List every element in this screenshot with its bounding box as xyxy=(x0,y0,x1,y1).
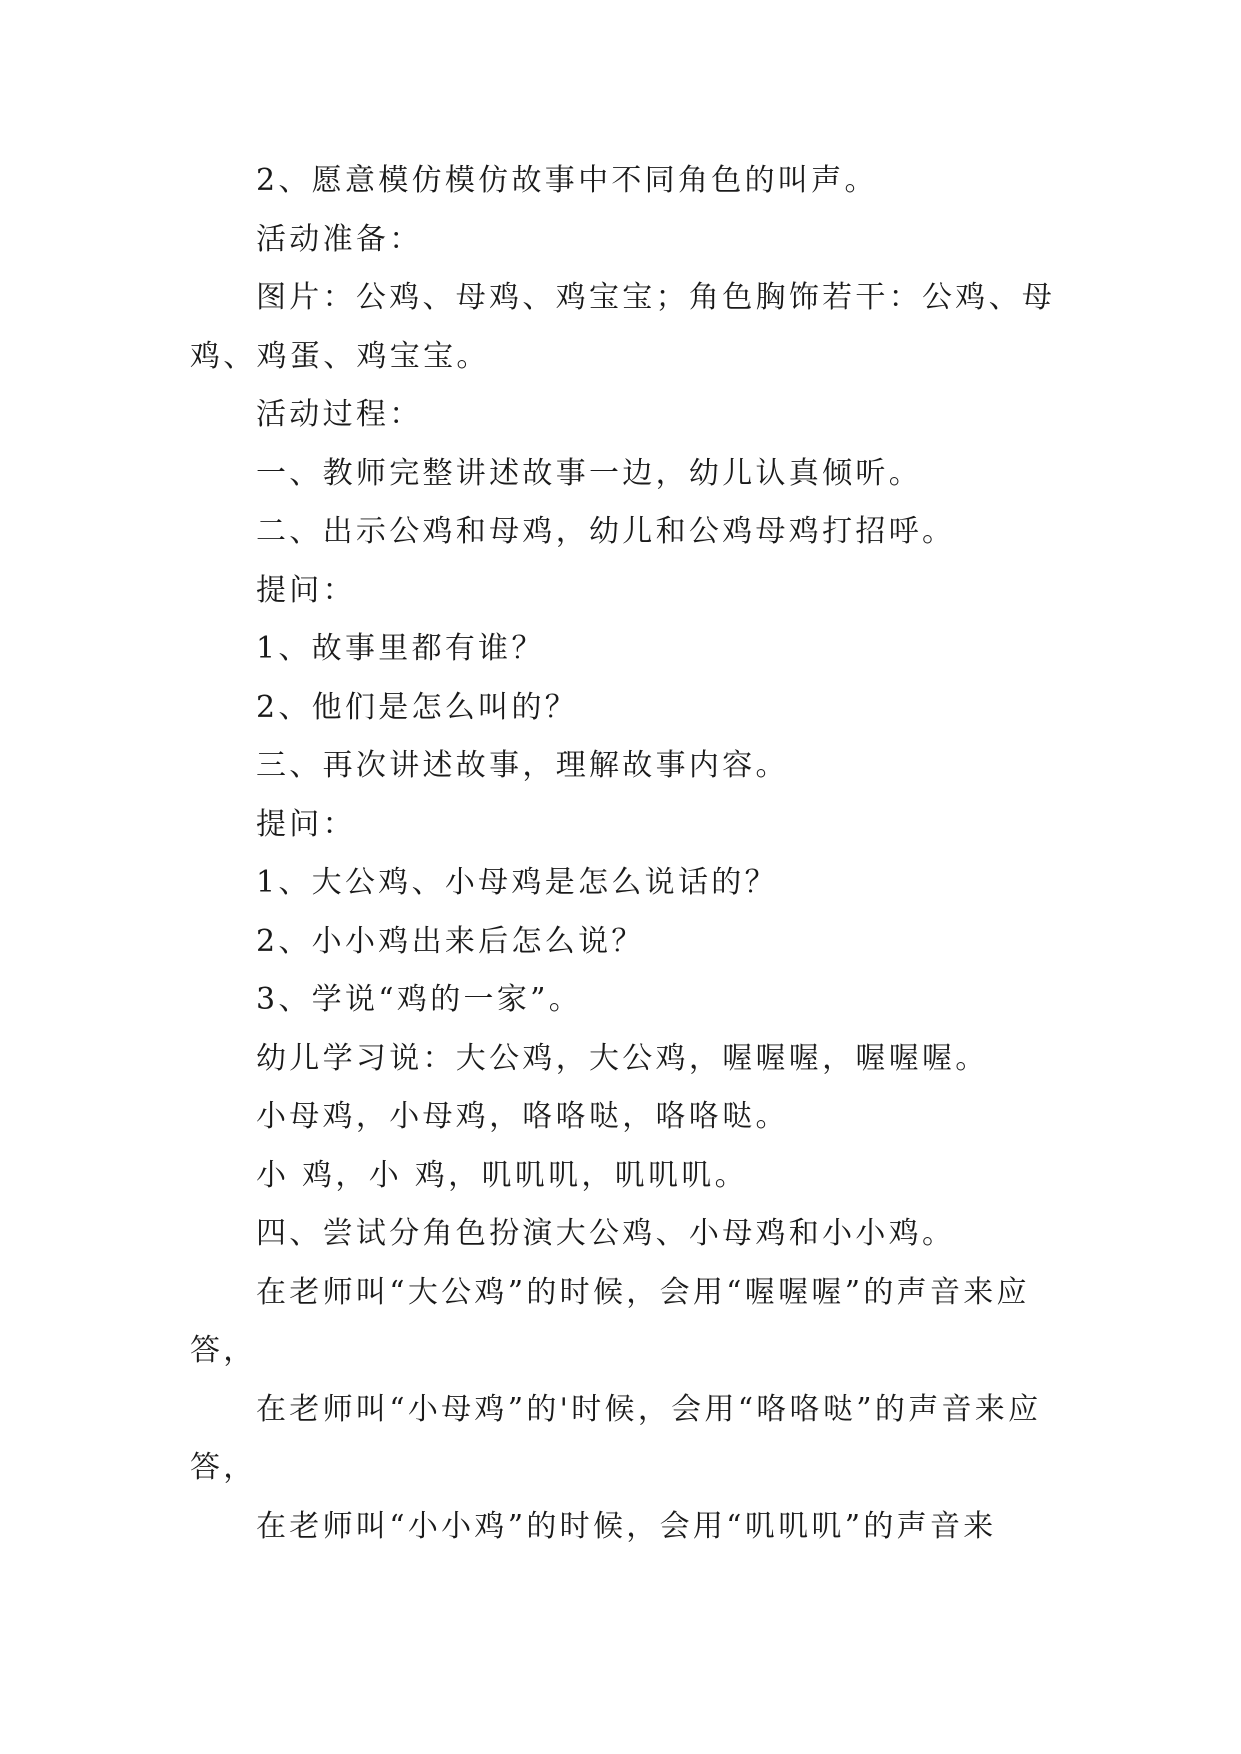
paragraph: 在老师叫“小母鸡”的'时候，会用“咯咯哒”的声音来应答， xyxy=(190,1391,1042,1485)
question-item: 2、小小鸡出来后怎么说？ xyxy=(256,923,645,959)
paragraph: 二、出示公鸡和母鸡，幼儿和公鸡母鸡打招呼。 xyxy=(256,514,956,549)
paragraph: 在老师叫“大公鸡”的时候，会用“喔喔喔”的声音来应答， xyxy=(190,1274,1030,1368)
paragraph: 四、尝试分角色扮演大公鸡、小母鸡和小小鸡。 xyxy=(256,1216,956,1251)
paragraph: 三、再次讲述故事，理解故事内容。 xyxy=(256,748,789,783)
question-item: 2、他们是怎么叫的？ xyxy=(256,689,579,725)
question-label: 提问： xyxy=(256,806,356,842)
rhyme-line: 小 鸡，小 鸡，叽叽叽，叽叽叽。 xyxy=(256,1157,748,1193)
paragraph: 一、教师完整讲述故事一边，幼儿认真倾听。 xyxy=(256,455,922,491)
question-item: 3、学说“鸡的一家”。 xyxy=(256,982,583,1017)
question-label: 提问： xyxy=(256,572,356,608)
rhyme-line: 小母鸡，小母鸡，咯咯哒，咯咯哒。 xyxy=(256,1099,789,1134)
paragraph: 2、愿意模仿模仿故事中不同角色的叫声。 xyxy=(256,163,878,198)
question-item: 1、大公鸡、小母鸡是怎么说话的？ xyxy=(256,865,778,900)
section-heading: 活动过程： xyxy=(256,397,423,432)
paragraph: 图片：公鸡、母鸡、鸡宝宝；角色胸饰若干：公鸡、母鸡、鸡蛋、鸡宝宝。 xyxy=(190,280,1056,374)
question-item: 1、故事里都有谁？ xyxy=(256,631,545,666)
rhyme-line: 幼儿学习说：大公鸡，大公鸡，喔喔喔，喔喔喔。 xyxy=(256,1040,989,1076)
document-body xyxy=(190,152,1060,1556)
paragraph: 在老师叫“小小鸡”的时候，会用“叽叽叽”的声音来 xyxy=(256,1508,997,1544)
section-heading: 活动准备： xyxy=(256,221,423,257)
